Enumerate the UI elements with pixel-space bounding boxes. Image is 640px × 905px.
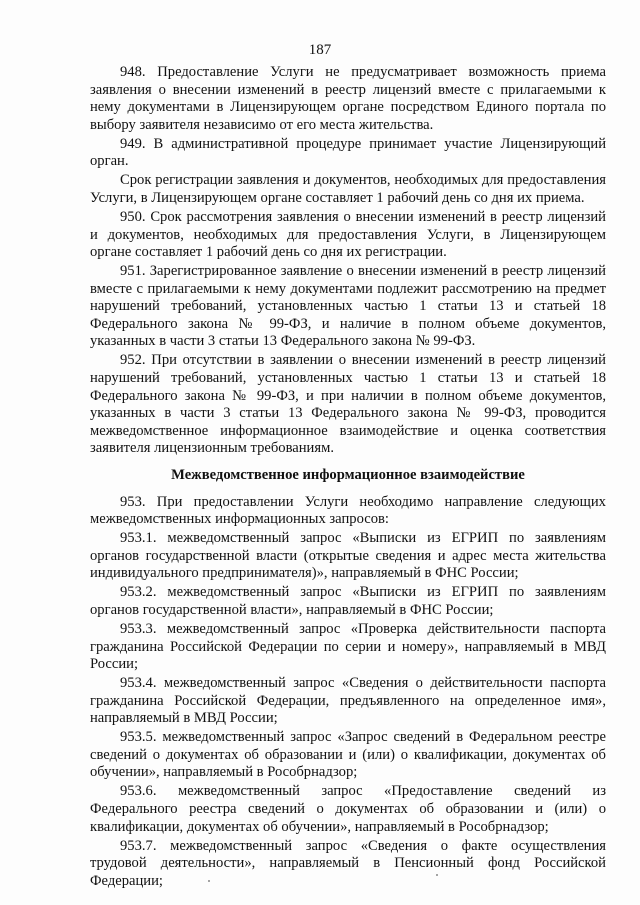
- paragraph-text: межведомственный запрос «Сведения о действительности паспорта гражданина Российской Федерации, предъявленного на определенное имя», направляемый в МВД России;: [90, 675, 606, 727]
- paragraph-number: 953.: [120, 493, 146, 510]
- paragraph-text: межведомственный запрос «Выписки из ЕГРИП по заявлениям органов государственной власти», направляемый в ФНС России;: [90, 584, 606, 618]
- paragraph-953-3: [90, 621, 606, 674]
- paragraph-number: 953.4.: [120, 675, 157, 692]
- paragraph-text: При предоставлении Услуги необходимо направление следующих межведомственных информационных запросов:: [90, 493, 606, 528]
- paragraph-953-5: [90, 729, 606, 782]
- paragraph-number: 953.7.: [120, 837, 157, 854]
- paragraph-text: Срок рассмотрения заявления о внесении изменений в реестр лицензий и документов, необходимых для предоставления Услуги, в Лицензирующем органе составляет 1 рабочий день со дня их регистрации.: [90, 208, 606, 261]
- paragraph-text: межведомственный запрос «Сведения о факте осуществления трудовой деятельности», направляемый в Пенсионный фонд Российской Федерации;: [90, 837, 607, 889]
- paragraph-text: межведомственный запрос «Проверка действительности паспорта гражданина Российской Федерации по серии и номеру», направляемый в МВД России;: [90, 620, 606, 673]
- paragraph-950: [90, 209, 606, 262]
- paragraph-number: 953.2.: [120, 584, 157, 601]
- paragraph-number: 953.1.: [120, 530, 157, 547]
- paragraph-number: 953.5.: [120, 729, 157, 746]
- paragraph-text: Зарегистрированное заявление о внесении изменений в реестр лицензий вместе с прилагаемыми к нему документами подлежит рассмотрению на предмет нарушений требований, установленных частью 1 статьи 13 и статьей 18 Федерального закона № 99-ФЗ, и наличие в полном объеме документов, указанных в части 3 статьи 13 Федерального закона № 99-ФЗ.: [90, 263, 606, 350]
- paragraph-953-2: [90, 584, 606, 619]
- paragraph-951: [90, 263, 606, 351]
- paragraph-number: 950.: [120, 208, 146, 225]
- paragraph-953-4: [90, 675, 606, 728]
- paragraph-text: межведомственный запрос «Запрос сведений в Федеральном реестре сведений о документах об образовании и (или) о квалификации, документах об обучении», направляемый в Рособрнадзор;: [90, 729, 606, 781]
- page-number: 187: [308, 42, 332, 58]
- scan-speck: [436, 874, 438, 876]
- scan-speck: [208, 880, 210, 882]
- paragraph-949: [90, 136, 606, 171]
- paragraph-953-7: [90, 838, 606, 891]
- paragraph-952: [90, 352, 606, 458]
- page-content: [90, 64, 606, 892]
- paragraph-953-6: [90, 783, 606, 836]
- paragraph-number: 948.: [120, 64, 146, 80]
- paragraph-text: Предоставление Услуги не предусматривает возможность приема заявления о внесении изменений в реестр лицензий вместе с прилагаемыми к нему документами в Лицензирующем органе посредством Единого портала по выбору заявителя независимо от его места жительства.: [90, 64, 607, 133]
- paragraph-number: 949.: [120, 135, 146, 152]
- paragraph-text: В административной процедуре принимает участие Лицензирующий орган.: [90, 135, 607, 170]
- paragraph-number: 953.3.: [120, 620, 157, 637]
- paragraph-registration-term: [90, 172, 606, 207]
- paragraph-948: [90, 64, 606, 134]
- paragraph-number: 952.: [120, 352, 146, 369]
- paragraph-number: 951.: [120, 263, 146, 280]
- paragraph-text: межведомственный запрос «Выписки из ЕГРИП по заявлениям органов государственной власти (открытые сведения и адрес места жительства индивидуального предпринимателя)», направляемый в ФНС России;: [90, 530, 606, 582]
- paragraph-953: [90, 494, 606, 529]
- paragraph-text: При отсутствии в заявлении о внесении изменений в реестр лицензий нарушений требований, установленных частью 1 статьи 13 и статьей 18 Федерального закона № 99-ФЗ, и при наличии в полном объеме документов, указанных в части 3 статьи 13 Федерального закона № 99-ФЗ, проводится межведомственное информационное взаимодействие и оценка соответствия заявителя лицензионным требованиям.: [90, 352, 606, 457]
- paragraph-number: 953.6.: [120, 783, 157, 800]
- paragraph-953-1: [90, 530, 606, 583]
- paragraph-text: межведомственный запрос «Предоставление сведений из Федерального реестра сведений о документах об образовании и (или) о квалификации, документах об обучении», направляемый в Рособрнадзор;: [90, 783, 606, 835]
- section-heading: Межведомственное информационное взаимодействие: [171, 467, 525, 484]
- paragraph-text: Срок регистрации заявления и документов, необходимых для предоставления Услуги, в Лицензирующем органе составляет 1 рабочий день со дня их приема.: [90, 172, 606, 206]
